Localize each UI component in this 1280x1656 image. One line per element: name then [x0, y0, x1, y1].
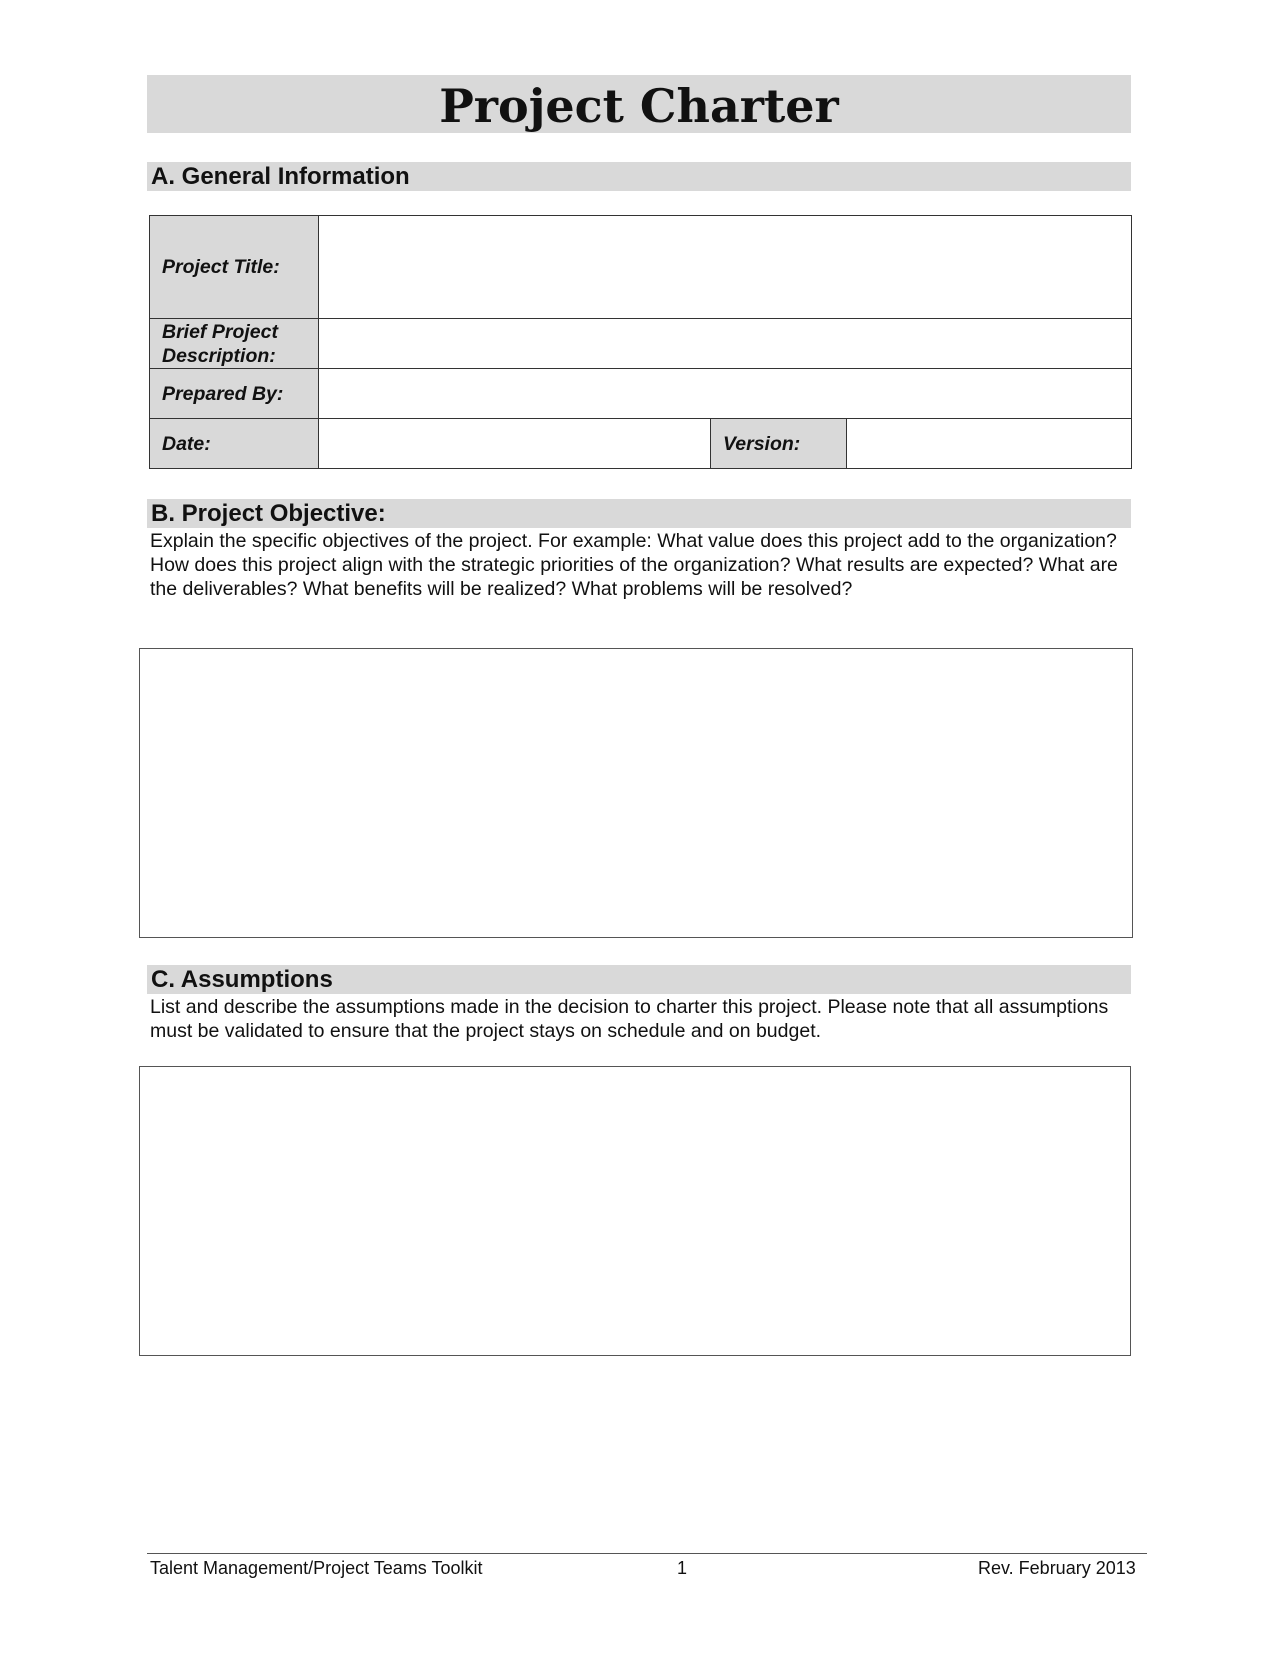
project-title-label: Project Title: — [150, 216, 319, 319]
date-field[interactable] — [319, 419, 710, 468]
section-c-heading: C. Assumptions — [147, 965, 1131, 994]
description-label: Brief Project Description: — [150, 319, 319, 369]
description-field[interactable] — [319, 319, 1131, 369]
general-information-table — [149, 215, 1132, 469]
date-label: Date: — [150, 419, 319, 468]
section-a-heading: A. General Information — [147, 162, 1131, 191]
project-title-field[interactable] — [319, 216, 1131, 319]
section-b-heading: B. Project Objective: — [147, 499, 1131, 528]
footer-left-text: Talent Management/Project Teams Toolkit — [150, 1558, 483, 1578]
prepared-by-field[interactable] — [319, 369, 1131, 419]
prepared-by-label: Prepared By: — [150, 369, 319, 419]
section-b-instructions: Explain the specific objectives of the project. For example: What value does this project add to the organization? How does this project align with the strategic priorities of the organization? What results are expected? What are the deliverables? What benefits will be realized? What problems will be resolved? — [150, 530, 1118, 600]
document-title: Project Charter — [147, 75, 1131, 133]
project-objective-box[interactable] — [139, 648, 1133, 938]
section-c-instructions: List and describe the assumptions made in the decision to charter this project. Please note that all assumptions must be validated to ensure that the project stays on schedule and on budget. — [150, 996, 1109, 1042]
footer-right-text: Rev. February 2013 — [978, 1558, 1136, 1578]
page-number: 1 — [677, 1558, 688, 1578]
version-label: Version: — [710, 419, 847, 468]
version-field[interactable] — [847, 419, 1131, 468]
footer-divider — [147, 1553, 1147, 1554]
assumptions-box[interactable] — [139, 1066, 1131, 1356]
